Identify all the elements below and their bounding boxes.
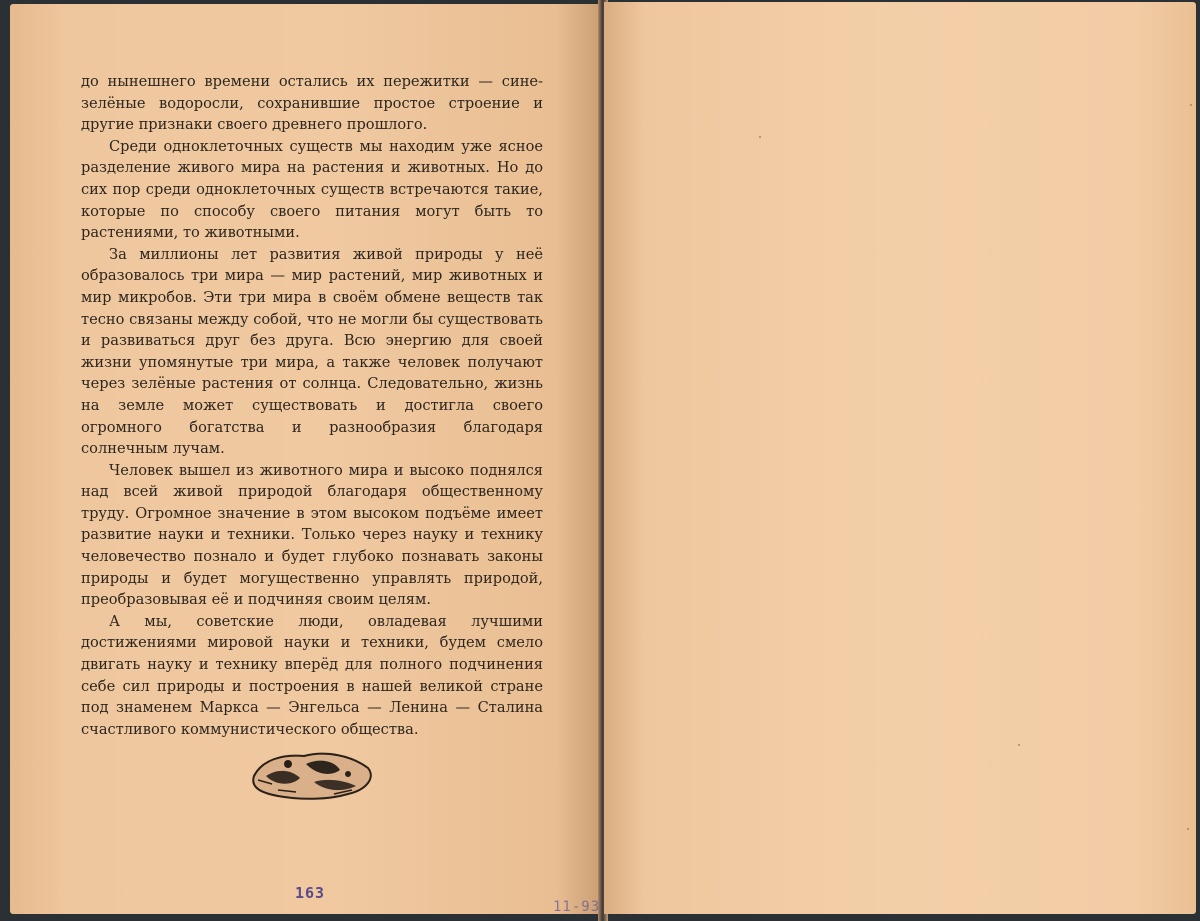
library-stamp-code: 11-93 bbox=[553, 899, 601, 915]
paper-speck bbox=[1018, 744, 1020, 746]
engraved-rock-vignette-icon bbox=[248, 746, 376, 802]
paragraph: Человек вышел из животного мира и высоко поднялся над всей живой природой благодаря общественному труду. Огромное значение в этом высоком подъёме имеет развитие науки и техники. Только через науку и технику человечество познало и будет глубоко познавать законы природы и будет могущественно управлять природой, преобразовывая её и подчиняя своим целям. bbox=[81, 461, 543, 609]
paragraph: А мы, советские люди, овладевая лучшими достижениями мировой науки и техники, будем смело двигать науку и технику вперёд для полного подчинения себе сил природы и построения в нашей великой стране под знаменем Маркса — Энгельса — Ленина — Сталина счастливого коммунистического общества. bbox=[81, 612, 543, 738]
page-number-stamp: 163 bbox=[295, 884, 326, 902]
right-page-blank bbox=[604, 2, 1196, 914]
left-page bbox=[10, 4, 602, 914]
paper-speck bbox=[1190, 104, 1192, 106]
body-text bbox=[81, 71, 543, 740]
paragraph: Среди одноклеточных существ мы находим уже ясное разделение живого мира на растения и животных. Но до сих пор среди одноклеточных существ встречаются такие, которые по способу своего питания могут быть то растениями, то животными. bbox=[81, 137, 543, 242]
paragraph: до нынешнего времени остались их пережитки — сине-зелёные водоросли, сохранившие простое строение и другие признаки своего древнего прошлого. bbox=[81, 73, 543, 134]
paragraph: За миллионы лет развития живой природы у неё образовалось три мира — мир растений, мир животных и мир микробов. Эти три мира в своём обмене веществ так тесно связаны между собой, что не могли бы существовать и развиваться друг без друга. Всю энергию для своей жизни упомянутые три мира, а также человек получают через зелёные растения от солнца. Следовательно, жизнь на земле может существовать и достигла своего огромного богатства и разнообразия благодаря солнечным лучам. bbox=[81, 245, 543, 458]
paper-speck bbox=[1187, 828, 1189, 830]
paper-speck bbox=[759, 136, 761, 138]
